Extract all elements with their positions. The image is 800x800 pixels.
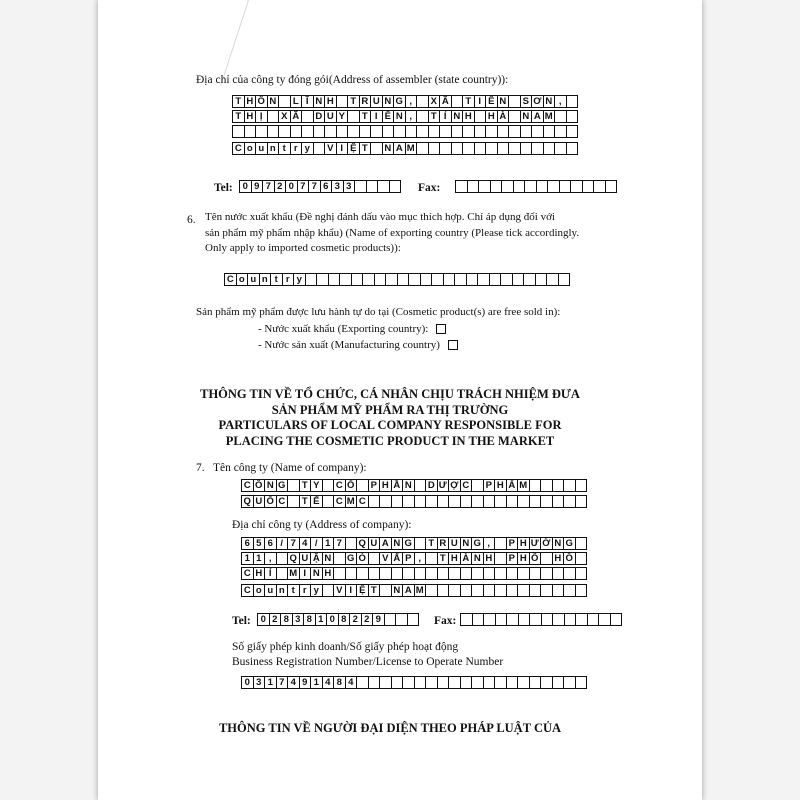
char-box bbox=[566, 142, 579, 155]
char-box: H bbox=[483, 552, 496, 565]
heading-line2: SẢN PHẨM MỸ PHẨM RA THỊ TRƯỜNG bbox=[271, 402, 509, 417]
char-box: 9 bbox=[251, 180, 264, 193]
char-box: u bbox=[264, 584, 277, 597]
char-box: T bbox=[428, 110, 441, 123]
assembler-tel-label: Tel: bbox=[214, 182, 233, 194]
section6-line2: sản phẩm mỹ phẩm nhập khẩu) (Name of exporting country (Please tick accordingly. bbox=[205, 227, 580, 239]
char-box: C bbox=[276, 495, 289, 508]
char-box: H bbox=[517, 552, 530, 565]
assembler-label: Địa chỉ của công ty đóng gói(Address of assembler (state country)): bbox=[196, 74, 509, 86]
char-box: , bbox=[405, 95, 418, 108]
assembler-line1-grid[interactable] bbox=[232, 95, 577, 108]
char-box: A bbox=[379, 537, 392, 550]
char-box: Ô bbox=[255, 95, 268, 108]
char-box: G bbox=[276, 479, 289, 492]
char-box: R bbox=[437, 537, 450, 550]
char-box: Ã bbox=[439, 95, 452, 108]
char-box: C bbox=[224, 273, 237, 286]
char-box: 3 bbox=[292, 613, 305, 626]
char-box: H bbox=[462, 110, 475, 123]
char-box: G bbox=[402, 537, 415, 550]
char-box bbox=[566, 125, 579, 138]
section7-number: 7. bbox=[196, 462, 205, 474]
char-box: y bbox=[310, 584, 323, 597]
char-box: N bbox=[391, 584, 404, 597]
char-box: V bbox=[379, 552, 392, 565]
char-box: N bbox=[310, 567, 323, 580]
char-box: Ế bbox=[310, 495, 323, 508]
char-box: T bbox=[425, 537, 438, 550]
char-box: À bbox=[460, 552, 473, 565]
char-box: 7 bbox=[333, 537, 346, 550]
char-box: T bbox=[232, 95, 245, 108]
option-manufacturing[interactable]: - Nước sản xuất (Manufacturing country) bbox=[258, 339, 458, 353]
section6-line3: Only apply to imported cosmetic products)): bbox=[205, 242, 401, 254]
char-box: N bbox=[497, 95, 510, 108]
assembler-fax-grid[interactable] bbox=[455, 180, 616, 193]
char-box: 7 bbox=[308, 180, 321, 193]
char-box: Y bbox=[310, 479, 323, 492]
char-box: 6 bbox=[320, 180, 333, 193]
char-box: 1 bbox=[241, 552, 254, 565]
char-box: Ố bbox=[529, 552, 542, 565]
char-box: 2 bbox=[361, 613, 374, 626]
manufacturing-checkbox[interactable] bbox=[448, 340, 458, 350]
responsible-company-heading bbox=[150, 387, 630, 450]
char-box: / bbox=[310, 537, 323, 550]
char-box: U bbox=[299, 552, 312, 565]
char-box: À bbox=[497, 110, 510, 123]
option-exporting[interactable]: - Nước xuất khẩu (Exporting country): bbox=[258, 323, 446, 337]
char-box: I bbox=[345, 584, 358, 597]
option-exporting-label: Nước xuất khẩu (Exporting country): bbox=[264, 323, 429, 335]
char-box: C bbox=[460, 479, 473, 492]
char-box: Ô bbox=[253, 479, 266, 492]
char-box: Ổ bbox=[345, 479, 358, 492]
char-box: P bbox=[506, 537, 519, 550]
char-box: M bbox=[414, 584, 427, 597]
char-box: t bbox=[287, 584, 300, 597]
char-box: N bbox=[543, 95, 556, 108]
char-box: M bbox=[543, 110, 556, 123]
char-box: 0 bbox=[257, 613, 270, 626]
char-box: n bbox=[259, 273, 272, 286]
char-box: Ê bbox=[485, 95, 498, 108]
char-box: 1 bbox=[253, 552, 266, 565]
char-box: 7 bbox=[287, 537, 300, 550]
char-box bbox=[558, 273, 571, 286]
char-box: R bbox=[359, 95, 372, 108]
char-box: Í bbox=[264, 567, 277, 580]
char-box: 9 bbox=[299, 676, 312, 689]
char-box: V bbox=[333, 584, 346, 597]
char-box: 0 bbox=[241, 676, 254, 689]
char-box: H bbox=[485, 110, 498, 123]
char-box: N bbox=[552, 537, 565, 550]
company-address-line2-grid[interactable] bbox=[241, 552, 586, 565]
section6-line1: Tên nước xuất khẩu (Đề nghị đánh dấu vào mục thích hợp. Chỉ áp dụng đối với bbox=[205, 211, 555, 223]
char-box: H bbox=[379, 479, 392, 492]
char-box: G bbox=[393, 95, 406, 108]
company-fax-label: Fax: bbox=[434, 615, 457, 627]
char-box: A bbox=[402, 584, 415, 597]
char-box: , bbox=[414, 552, 427, 565]
char-box: 9 bbox=[372, 613, 385, 626]
char-box bbox=[389, 180, 402, 193]
char-box: y bbox=[301, 142, 314, 155]
char-box: t bbox=[278, 142, 291, 155]
assembler-line3-grid[interactable] bbox=[232, 125, 577, 138]
char-box: Ò bbox=[356, 552, 369, 565]
char-box bbox=[566, 110, 579, 123]
char-box: I bbox=[370, 110, 383, 123]
char-box: G bbox=[563, 537, 576, 550]
char-box: o bbox=[244, 142, 257, 155]
char-box: N bbox=[451, 110, 464, 123]
char-box: A bbox=[393, 142, 406, 155]
char-box: M bbox=[405, 142, 418, 155]
option-manufacturing-label: Nước sản xuất (Manufacturing country) bbox=[264, 339, 440, 351]
assembler-line2-grid[interactable] bbox=[232, 110, 577, 123]
char-box: H bbox=[322, 567, 335, 580]
company-name-line2-grid[interactable] bbox=[241, 495, 586, 508]
char-box: N bbox=[322, 552, 335, 565]
char-box: T bbox=[437, 552, 450, 565]
char-box: Ợ bbox=[448, 479, 461, 492]
company-address-label: Địa chỉ công ty (Address of company): bbox=[232, 519, 412, 531]
char-box: r bbox=[290, 142, 303, 155]
char-box: I bbox=[299, 567, 312, 580]
char-box: M bbox=[517, 479, 530, 492]
char-box bbox=[605, 180, 618, 193]
company-tel-label: Tel: bbox=[232, 615, 251, 627]
char-box: N bbox=[382, 142, 395, 155]
char-box: H bbox=[244, 95, 257, 108]
char-box: P bbox=[483, 479, 496, 492]
char-box: 6 bbox=[241, 537, 254, 550]
char-box bbox=[575, 552, 588, 565]
char-box: I bbox=[336, 142, 349, 155]
char-box: 7 bbox=[262, 180, 275, 193]
char-box: P bbox=[402, 552, 415, 565]
char-box: n bbox=[276, 584, 289, 597]
char-box: 4 bbox=[287, 676, 300, 689]
legal-representative-heading: THÔNG TIN VỀ NGƯỜI ĐẠI DIỆN THEO PHÁP LUẬT CỦA bbox=[218, 721, 562, 735]
exporting-checkbox[interactable] bbox=[436, 324, 446, 334]
char-box: T bbox=[299, 479, 312, 492]
char-box: Ồ bbox=[563, 552, 576, 565]
char-box: , bbox=[264, 552, 277, 565]
char-box: Y bbox=[336, 110, 349, 123]
exporting-country-grid[interactable] bbox=[224, 273, 569, 286]
char-box: 2 bbox=[269, 613, 282, 626]
char-box: Ệ bbox=[347, 142, 360, 155]
char-box: N bbox=[393, 110, 406, 123]
heading-line4: PLACING THE COSMETIC PRODUCT IN THE MARKET bbox=[225, 433, 555, 448]
char-box bbox=[566, 95, 579, 108]
char-box: N bbox=[264, 479, 277, 492]
char-box: T bbox=[368, 584, 381, 597]
char-box: 7 bbox=[276, 676, 289, 689]
char-box: X bbox=[428, 95, 441, 108]
char-box bbox=[575, 567, 588, 580]
char-box: C bbox=[333, 479, 346, 492]
char-box: 0 bbox=[285, 180, 298, 193]
char-box: u bbox=[247, 273, 260, 286]
char-box bbox=[575, 495, 588, 508]
char-box: 8 bbox=[333, 676, 346, 689]
registration-label-en: Business Registration Number/License to Operate Number bbox=[232, 656, 504, 668]
company-tel-grid[interactable] bbox=[257, 613, 418, 626]
char-box: , bbox=[483, 537, 496, 550]
char-box: H bbox=[244, 110, 257, 123]
char-box: Ấ bbox=[391, 552, 404, 565]
char-box: 5 bbox=[253, 537, 266, 550]
char-box: C bbox=[241, 479, 254, 492]
char-box: T bbox=[359, 110, 372, 123]
char-box: U bbox=[448, 537, 461, 550]
char-box: C bbox=[241, 584, 254, 597]
char-box: 2 bbox=[274, 180, 287, 193]
char-box: N bbox=[460, 537, 473, 550]
char-box: 3 bbox=[253, 676, 266, 689]
section6-number: 6. bbox=[187, 214, 196, 226]
char-box: Ẩ bbox=[506, 479, 519, 492]
char-box: A bbox=[531, 110, 544, 123]
char-box: C bbox=[333, 495, 346, 508]
registration-label-vi: Số giấy phép kinh doanh/Số giấy phép hoạt động bbox=[232, 641, 459, 653]
company-address-line1-grid[interactable] bbox=[241, 537, 586, 550]
char-box bbox=[610, 613, 623, 626]
char-box: H bbox=[253, 567, 266, 580]
char-box: U bbox=[253, 495, 266, 508]
char-box: T bbox=[462, 95, 475, 108]
char-box bbox=[575, 676, 588, 689]
char-box: Ỉ bbox=[439, 110, 452, 123]
char-box: U bbox=[368, 537, 381, 550]
char-box: 2 bbox=[349, 613, 362, 626]
char-box: n bbox=[267, 142, 280, 155]
char-box: 4 bbox=[299, 537, 312, 550]
char-box: , bbox=[405, 110, 418, 123]
assembler-fax-label: Fax: bbox=[418, 182, 441, 194]
char-box: H bbox=[448, 552, 461, 565]
char-box: 6 bbox=[264, 537, 277, 550]
char-box: Ĩ bbox=[301, 95, 314, 108]
char-box: Q bbox=[287, 552, 300, 565]
char-box: 0 bbox=[326, 613, 339, 626]
char-box: X bbox=[278, 110, 291, 123]
company-address-line3-grid[interactable] bbox=[241, 567, 586, 580]
company-fax-grid[interactable] bbox=[460, 613, 621, 626]
char-box: Ơ bbox=[531, 95, 544, 108]
char-box: r bbox=[299, 584, 312, 597]
char-box: 4 bbox=[322, 676, 335, 689]
char-box: N bbox=[391, 537, 404, 550]
char-box: Ê bbox=[382, 110, 395, 123]
char-box: , bbox=[554, 95, 567, 108]
free-sold-label: Sản phẩm mỹ phẩm được lưu hành tự do tại (Cosmetic product(s) are free sold in): bbox=[196, 306, 561, 318]
heading-line1: THÔNG TIN VỀ TỔ CHỨC, CÁ NHÂN CHỊU TRÁCH NHIỆM ĐƯA bbox=[200, 387, 580, 401]
char-box: G bbox=[345, 552, 358, 565]
char-box: Ệ bbox=[356, 584, 369, 597]
char-box: H bbox=[552, 552, 565, 565]
char-box: 3 bbox=[343, 180, 356, 193]
char-box: 4 bbox=[345, 676, 358, 689]
char-box bbox=[407, 613, 420, 626]
company-name-line1-grid[interactable] bbox=[241, 479, 586, 492]
char-box: Q bbox=[241, 495, 254, 508]
char-box: t bbox=[270, 273, 283, 286]
char-box: N bbox=[402, 479, 415, 492]
char-box: Ầ bbox=[391, 479, 404, 492]
char-box: D bbox=[313, 110, 326, 123]
char-box: Ư bbox=[437, 479, 450, 492]
char-box: T bbox=[359, 142, 372, 155]
char-box: 1 bbox=[322, 537, 335, 550]
char-box: 1 bbox=[264, 676, 277, 689]
char-box: P bbox=[368, 479, 381, 492]
char-box: I bbox=[474, 95, 487, 108]
char-box: 3 bbox=[331, 180, 344, 193]
char-box: o bbox=[253, 584, 266, 597]
char-box: 7 bbox=[297, 180, 310, 193]
char-box bbox=[575, 537, 588, 550]
heading-line3: PARTICULARS OF LOCAL COMPANY RESPONSIBLE FOR bbox=[218, 418, 562, 433]
char-box: M bbox=[345, 495, 358, 508]
registration-number-grid[interactable] bbox=[241, 676, 586, 689]
char-box: V bbox=[324, 142, 337, 155]
char-box: C bbox=[356, 495, 369, 508]
char-box: N bbox=[313, 95, 326, 108]
char-box: U bbox=[370, 95, 383, 108]
assembler-country-grid[interactable] bbox=[232, 142, 577, 155]
char-box: H bbox=[324, 95, 337, 108]
char-box: C bbox=[232, 142, 245, 155]
char-box: Ư bbox=[529, 537, 542, 550]
char-box: 1 bbox=[315, 613, 328, 626]
char-box: H bbox=[494, 479, 507, 492]
char-box: Q bbox=[356, 537, 369, 550]
char-box: u bbox=[255, 142, 268, 155]
char-box: N bbox=[520, 110, 533, 123]
assembler-tel-grid[interactable] bbox=[239, 180, 400, 193]
char-box: 0 bbox=[239, 180, 252, 193]
char-box bbox=[575, 584, 588, 597]
char-box: r bbox=[282, 273, 295, 286]
char-box: T bbox=[232, 110, 245, 123]
char-box: N bbox=[382, 95, 395, 108]
char-box: D bbox=[425, 479, 438, 492]
char-box: / bbox=[276, 537, 289, 550]
char-box: M bbox=[287, 567, 300, 580]
char-box: Ố bbox=[264, 495, 277, 508]
char-box: y bbox=[293, 273, 306, 286]
char-box: 1 bbox=[310, 676, 323, 689]
char-box: o bbox=[236, 273, 249, 286]
char-box: S bbox=[520, 95, 533, 108]
char-box: 8 bbox=[338, 613, 351, 626]
char-box: N bbox=[267, 95, 280, 108]
char-box: Ị bbox=[255, 110, 268, 123]
company-country-grid[interactable] bbox=[241, 584, 586, 597]
char-box: Ã bbox=[290, 110, 303, 123]
char-box: L bbox=[290, 95, 303, 108]
char-box: U bbox=[324, 110, 337, 123]
char-box: Ậ bbox=[310, 552, 323, 565]
char-box bbox=[575, 479, 588, 492]
char-box: 8 bbox=[280, 613, 293, 626]
char-box: G bbox=[471, 537, 484, 550]
char-box: T bbox=[347, 95, 360, 108]
char-box: Ờ bbox=[540, 537, 553, 550]
char-box: H bbox=[517, 537, 530, 550]
char-box: P bbox=[506, 552, 519, 565]
char-box: T bbox=[299, 495, 312, 508]
char-box: N bbox=[471, 552, 484, 565]
company-name-label: Tên công ty (Name of company): bbox=[213, 462, 367, 474]
char-box: C bbox=[241, 567, 254, 580]
char-box: 8 bbox=[303, 613, 316, 626]
